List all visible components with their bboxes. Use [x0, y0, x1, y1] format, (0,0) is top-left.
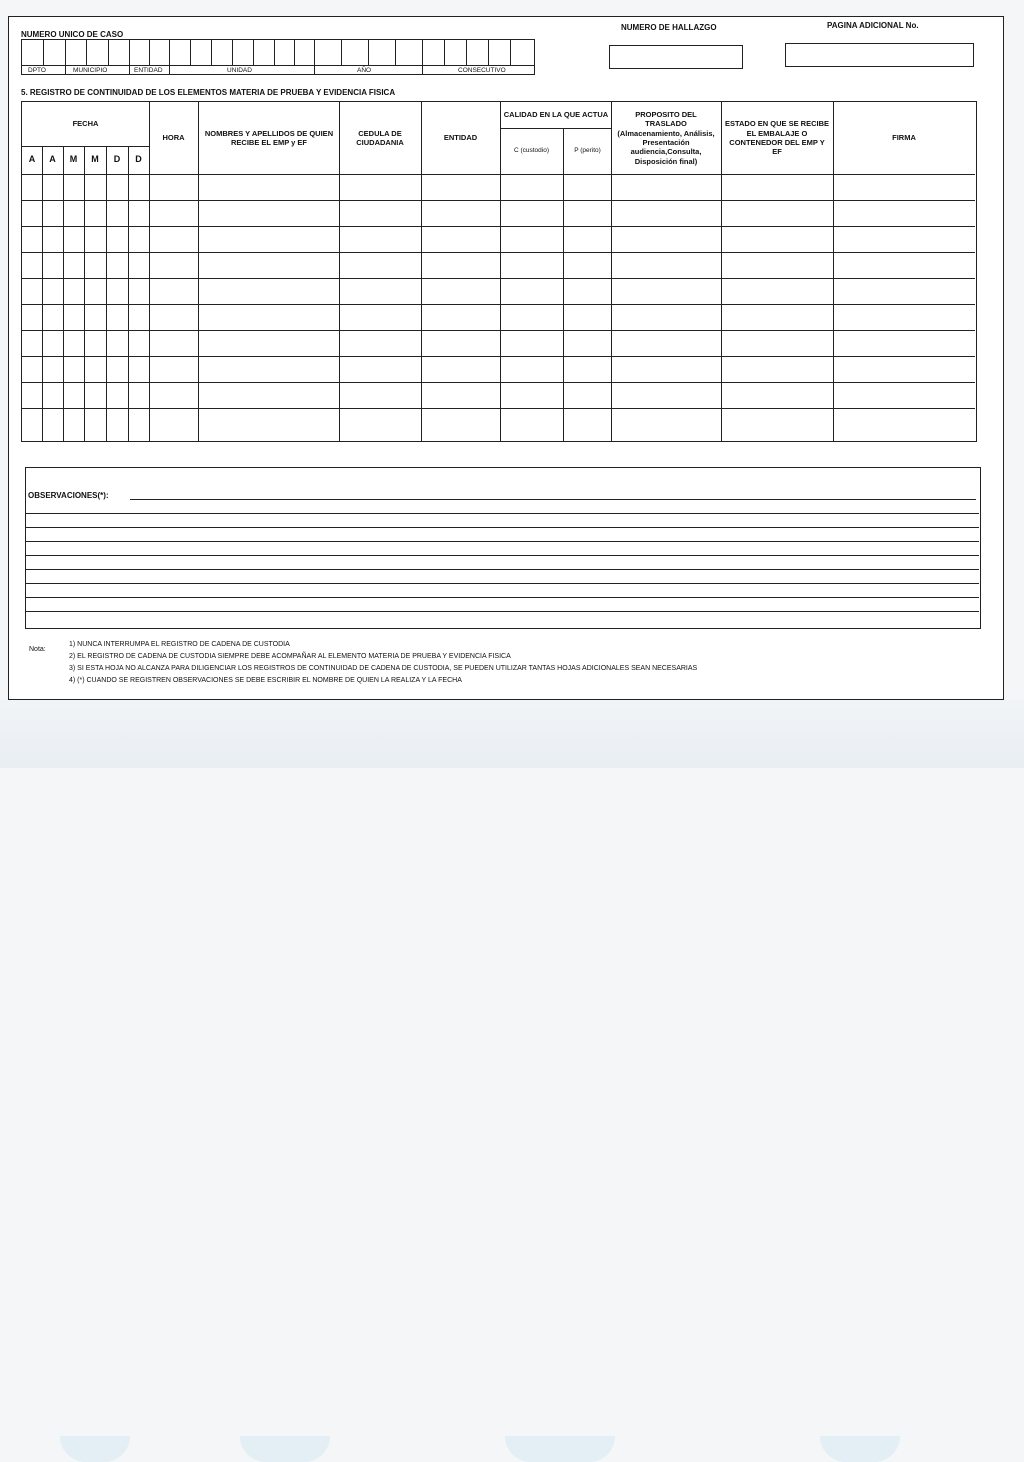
header-date-letter: A [49, 154, 56, 165]
note-item: 2) EL REGISTRO DE CADENA DE CUSTODIA SIEMPRE DEBE ACOMPAÑAR AL ELEMENTO MATERIA DE PRUEBA Y EVIDENCIA FISICA [69, 653, 511, 660]
header-date-letter: M [69, 154, 78, 165]
subfield-municipio: MUNICIPIO [73, 67, 108, 74]
subfield-consecutivo: CONSECUTIVO [458, 67, 506, 74]
continuity-register-table [21, 101, 977, 442]
header-date-letter: M [91, 154, 99, 165]
note-item: 4) (*) CUANDO SE REGISTREN OBSERVACIONES SE DEBE ESCRIBIR EL NOMBRE DE QUIEN LA REALIZA Y LA FECHA [69, 677, 462, 684]
background-band [0, 700, 1024, 768]
observations-label: OBSERVACIONES(*): [28, 491, 109, 500]
note-item: 1) NUNCA INTERRUMPA EL REGISTRO DE CADENA DE CUSTODIA [69, 641, 290, 648]
header-entidad: ENTIDAD [443, 133, 478, 143]
case-number-label: NUMERO UNICO DE CASO [21, 30, 124, 39]
header-date-letter: D [113, 154, 121, 165]
header-hora: HORA [162, 133, 185, 143]
header-proposito: PROPOSITO DEL TRASLADO (Almacenamiento, Análisis, Presentación audiencia,Consulta, Disposición final) [617, 109, 715, 166]
header-estado: ESTADO EN QUE SE RECIBE EL EMBALAJE O CONTENEDOR DEL EMP Y EF [724, 119, 830, 157]
note-item: 3) SI ESTA HOJA NO ALCANZA PARA DILIGENCIAR LOS REGISTROS DE CONTINUIDAD DE CADENA DE CUSTODIA, SE PUEDEN UTILIZAR TANTAS HOJAS ADICIONALES SEAN NECESARIAS [69, 665, 698, 672]
header-nombres: NOMBRES Y APELLIDOS DE QUIEN RECIBE EL EMP y EF [204, 128, 334, 147]
header-date-letter: D [135, 154, 142, 165]
header-firma: FIRMA [892, 133, 916, 143]
subfield-dpto: DPTO [28, 67, 46, 74]
watermark-shape [505, 1436, 615, 1462]
header-date-letter: A [28, 154, 36, 165]
watermark-shape [820, 1436, 900, 1462]
watermark-shape [240, 1436, 330, 1462]
additional-page-label: PAGINA ADICIONAL No. [827, 21, 919, 30]
header-calidad: CALIDAD EN LA QUE ACTUA [503, 110, 609, 120]
subfield-entidad: ENTIDAD [134, 67, 163, 74]
header-cedula: CEDULA DE CIUDADANIA [356, 128, 404, 147]
header-calidad-perito: P (perito) [574, 146, 601, 154]
watermark-shape [60, 1436, 130, 1462]
observations-box[interactable] [25, 467, 981, 629]
additional-page-field[interactable] [785, 43, 974, 67]
notes-label: Nota: [29, 646, 46, 653]
subfield-anio: AÑO [357, 67, 372, 74]
form-sheet [8, 16, 1004, 700]
section-title: 5. REGISTRO DE CONTINUIDAD DE LOS ELEMENTOS MATERIA DE PRUEBA Y EVIDENCIA FISICA [21, 88, 396, 97]
header-fecha: FECHA [72, 119, 99, 129]
finding-number-field[interactable] [609, 45, 743, 69]
header-calidad-custodio: C (custodio) [513, 146, 550, 154]
case-number-grid [21, 39, 535, 75]
finding-number-label: NUMERO DE HALLAZGO [621, 23, 717, 32]
subfield-unidad: UNIDAD [227, 67, 252, 74]
